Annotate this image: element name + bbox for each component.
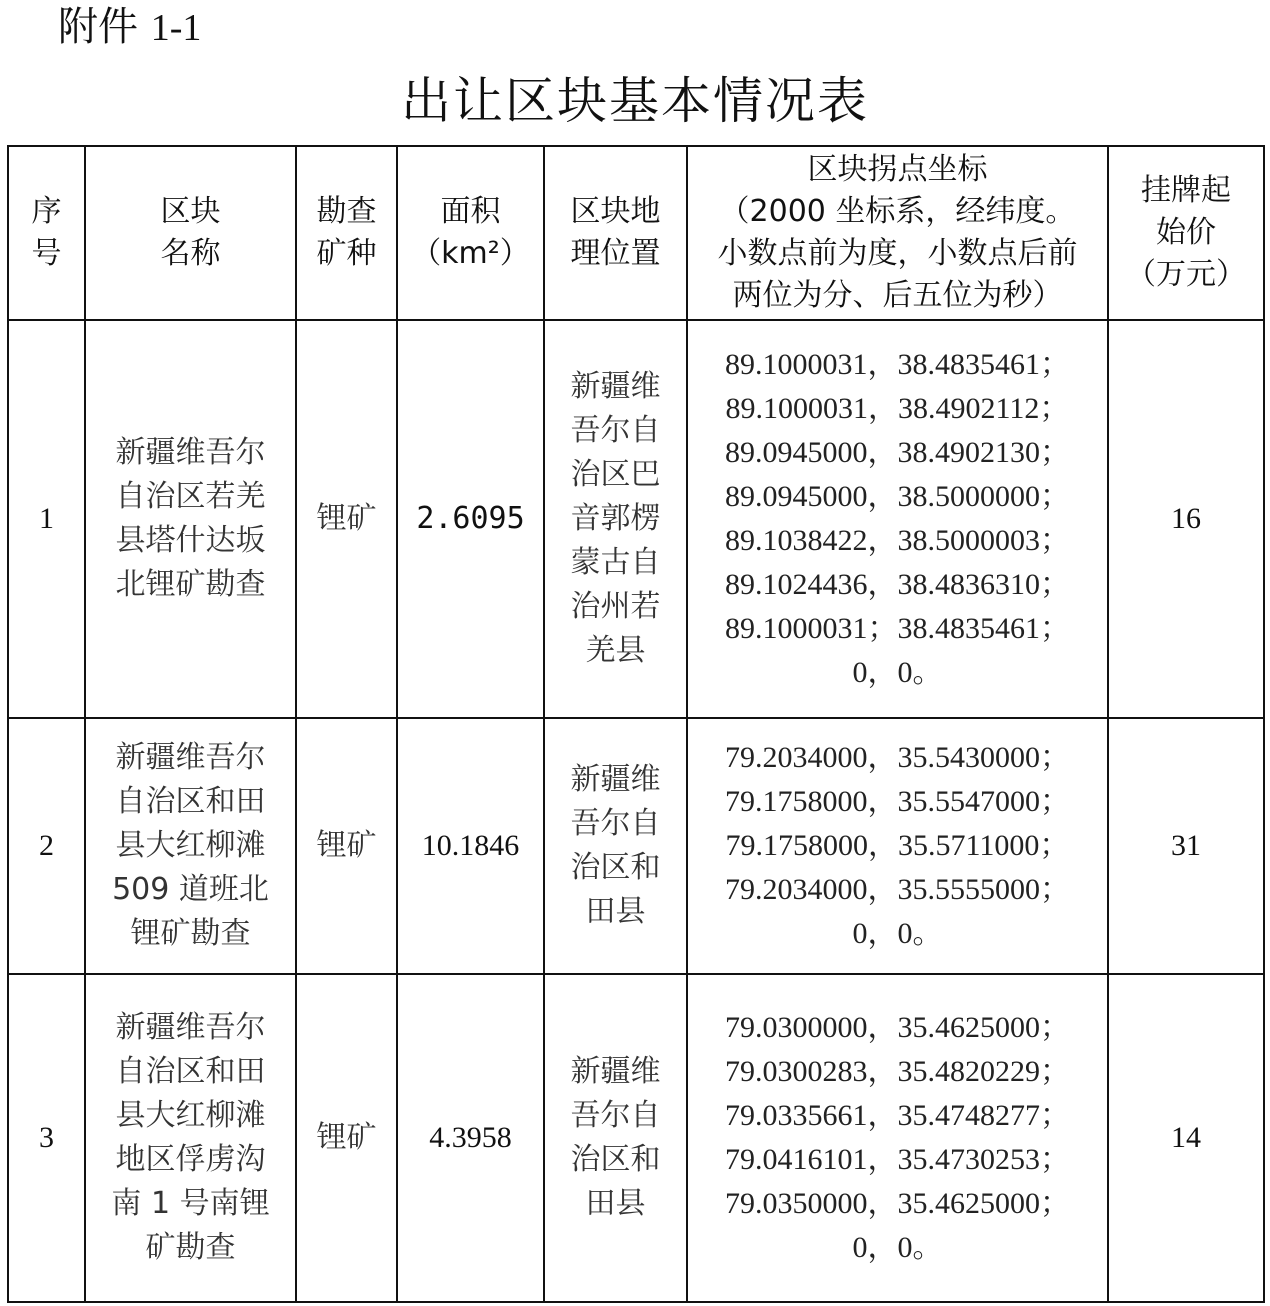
coordinate-line: 0，0。 [852,917,943,950]
row-mineral: 锂矿 [296,718,397,974]
table-row [8,320,1264,718]
row-area: 10.1846 [397,718,544,974]
row-area: 4.3958 [397,974,544,1302]
row-location: 新疆维吾尔自治区巴音郭楞蒙古自治州若羌县 [544,320,687,718]
blocks-table [7,145,1265,1303]
coordinate-line: 89.1000031，38.4835461； [725,348,1070,381]
coordinate-line: 79.1758000，35.5711000； [725,829,1070,862]
coordinate-line: 0，0。 [852,656,943,689]
row-coordinates [687,974,1108,1302]
row-mineral: 锂矿 [296,320,397,718]
coordinate-line: 79.0300000，35.4625000； [725,1011,1070,1044]
attachment-word: 附件 [58,4,138,50]
table-row [8,718,1264,974]
coordinate-line: 89.1000031；38.4835461； [725,612,1070,645]
header-coords-title: 区块拐点坐标 [807,152,988,187]
coordinate-line: 79.0350000，35.4625000； [725,1187,1070,1220]
header-name: 区块 名称 [85,146,296,320]
row-location: 新疆维吾尔自治区和田县 [544,974,687,1302]
table-row [8,974,1264,1302]
row-price: 16 [1108,320,1264,718]
header-area: 面积 （km²） [397,146,544,320]
coordinate-line: 89.1038422，38.5000003； [725,524,1070,557]
row-index: 3 [8,974,85,1302]
page-title: 出让区块基本情况表 [401,72,869,130]
row-price: 31 [1108,718,1264,974]
coordinate-line: 79.0300283，35.4820229； [725,1055,1070,1088]
row-coordinates [687,718,1108,974]
row-area: 2.6095 [397,320,544,718]
coordinate-line: 79.1758000，35.5547000； [725,785,1070,818]
row-price: 14 [1108,974,1264,1302]
header-coords [687,146,1108,320]
coordinate-line: 89.0945000，38.5000000； [725,480,1070,513]
coordinate-line: 79.0416101，35.4730253； [725,1143,1070,1176]
row-location: 新疆维吾尔自治区和田县 [544,718,687,974]
row-block-name: 新疆维吾尔自治区和田县大红柳滩地区俘虏沟南 1 号南锂矿勘查 [85,974,296,1302]
row-index: 1 [8,320,85,718]
coordinate-line: 79.2034000，35.5430000； [725,741,1070,774]
coordinate-line: 0，0。 [852,1231,943,1264]
header-index: 序 号 [8,146,85,320]
table-header-row [8,146,1264,320]
row-mineral: 锂矿 [296,974,397,1302]
header-location: 区块地 理位置 [544,146,687,320]
coordinate-line: 79.2034000，35.5555000； [725,873,1070,906]
row-coordinates [687,320,1108,718]
row-block-name: 新疆维吾尔自治区若羌县塔什达坂北锂矿勘查 [85,320,296,718]
header-mineral: 勘查 矿种 [296,146,397,320]
coordinate-line: 89.1000031，38.4902112； [725,392,1070,425]
coordinate-line: 79.0335661，35.4748277； [725,1099,1070,1132]
attachment-label [58,2,201,53]
row-index: 2 [8,718,85,974]
coordinate-line: 89.1024436，38.4836310； [725,568,1070,601]
header-price: 挂牌起 始价 （万元） [1108,146,1264,320]
row-block-name: 新疆维吾尔自治区和田县大红柳滩509 道班北锂矿勘查 [85,718,296,974]
attachment-number: 1-1 [150,7,202,49]
coordinate-line: 89.0945000，38.4902130； [725,436,1070,469]
header-coords-note: （2000 坐标系，经纬度。 小数点前为度，小数点后前 两位为分、后五位为秒） [717,194,1078,313]
